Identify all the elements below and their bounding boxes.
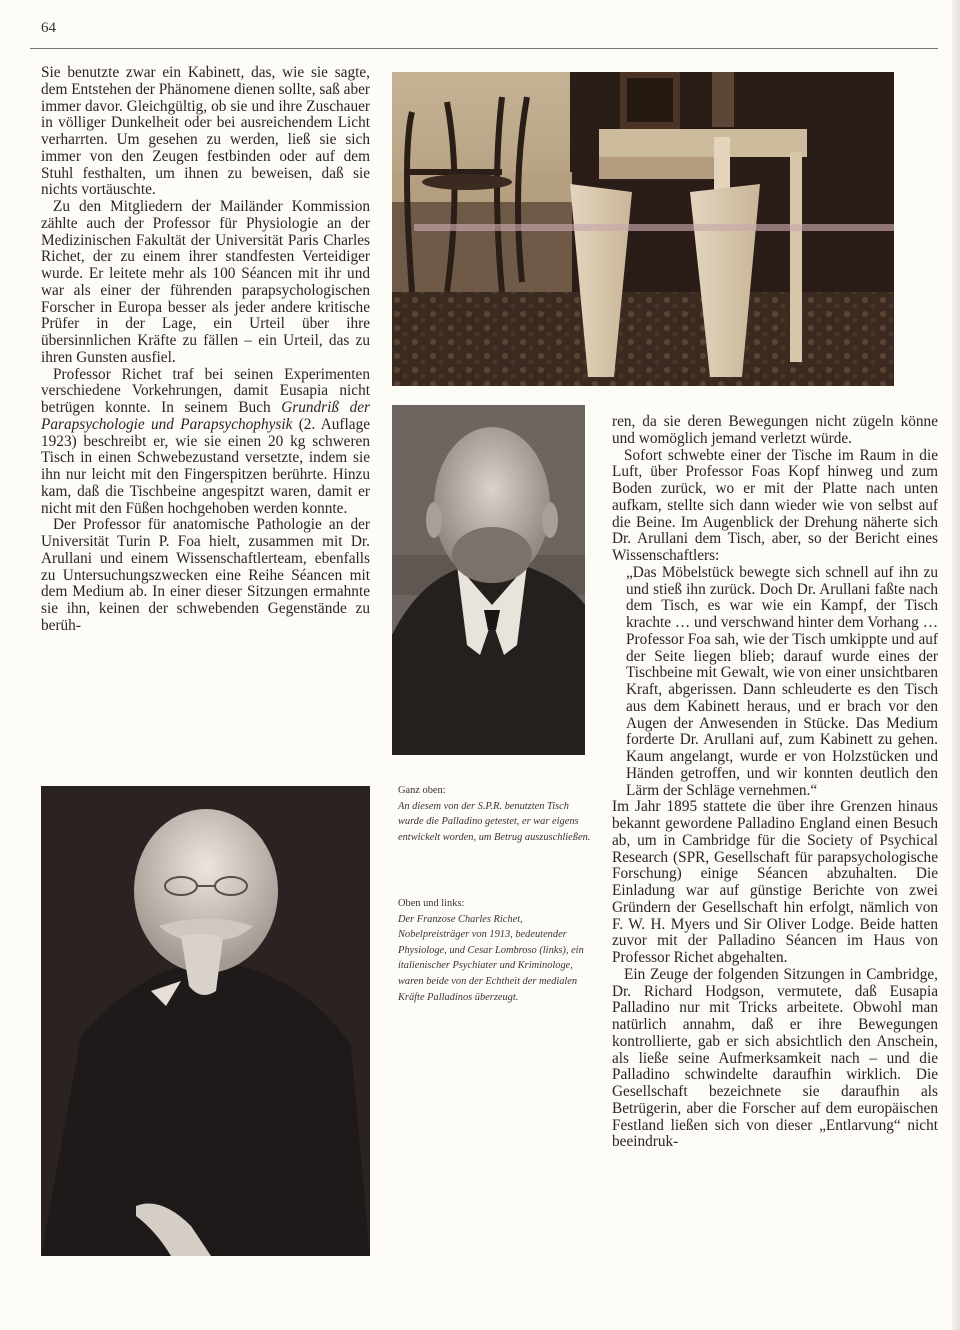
caption-portraits — [398, 896, 594, 1005]
paragraph — [41, 367, 370, 518]
caption-text: Der Franzose Charles Richet, Nobelpreisträger von 1913, bedeutender Physiologe, und Cesar Lombroso (links), ein italienischer Psychiater und Kriminologe, waren beide von der Echtheit der medialen Kräfte Palladinos überzeugt. — [398, 913, 584, 1003]
paragraph: Im Jahr 1895 stattete die über ihre Grenzen hinaus bekannt gewordene Palladino England einen Besuch ab, um in Cambridge für die Society of Psychical Research (SPR, Gesellschaft für parapsychologische Forschung) einige Séancen abzuhalten. Die Einladung war auf günstige Berichte von zwei Gründern der Gesellschaft hin erfolgt, nämlich von F. W. H. Myers und Sir Oliver Lodge. Beide hatten zuvor mit der Palladino Séancen im Haus von Professor Richet abgehalten. — [612, 798, 938, 966]
photo-seance-table — [392, 72, 894, 386]
caption-top-photo — [398, 783, 594, 845]
paragraph-text: (2. Auflage 1923) beschreibt er, wie sie einen 20 kg schweren Tisch in einen Schwebezustand versetzte, indem sie ihn nur leicht mit den Fingerspitzen berührte. Hinzu kam, daß die Tischbeine angespitzt waren, damit er nicht mit den Füßen hochgehoben werden konnte. — [41, 415, 371, 517]
left-text-column — [41, 65, 370, 635]
page-number: 64 — [41, 20, 56, 36]
paragraph: Sie benutzte zwar ein Kabinett, das, wie sie sagte, dem Entstehen der Phänomene dienen sollte, saß aber immer davor. Gleichgültig, ob sie und ihre Zuschauer in völliger Dunkelheit oder bei ausreichendem Licht verharrten. Um gesehen zu werden, ließ sie sich immer von den Zeugen festbinden oder auf dem Stuhl festhalten, um ihnen zu beweisen, daß sie nichts vortäuschte. — [41, 64, 370, 199]
caption-label: Oben und links: — [398, 898, 465, 909]
paragraph: Ein Zeuge der folgenden Sitzungen in Cambridge, Dr. Richard Hodgson, vermutete, daß Eusapia Palladino nur mit Tricks arbeitete. Obwohl man natürlich annahm, daß er ihre Bewegungen kontrollierte, gab er sich absichtlich den Anschein, als ließe seine Aufmerksamkeit nach – und die Palladino schwindelte daraufhin wirklich. Die Gesellschaft bezeichnete sie daraufhin als Betrügerin, aber die Forscher auf dem europäischen Festland ließen sich von dieser „Entlarvung“ nicht beeindruk- — [612, 965, 938, 1151]
paragraph: Sofort schwebte einer der Tische im Raum in die Luft, über Professor Foas Kopf hinweg und zum Boden zurück, wo er mit der Platte nach unten aufkam, stellte sich dann wieder wie von selbst auf die Beine. Im Augenblick der Drehung näherte sich Dr. Arullani dem Tisch, aber, so der Bericht eines Wissenschaftlers: — [612, 446, 938, 564]
page-edge-shadow — [952, 0, 960, 1330]
paragraph: ren, da sie deren Bewegungen nicht zügeln könne und womöglich jemand verletzt würde. — [612, 413, 938, 447]
caption-text: An diesem von der S.P.R. benutzten Tisch wurde die Palladino getestet, er war eigens entwickelt worden, um Betrug auszuschließen. — [398, 800, 591, 843]
paragraph: Der Professor für anatomische Pathologie an der Universität Turin P. Foa hielt, zusammen mit Dr. Arullani und einem Wissenschaftlerteam, ebenfalls zu Untersuchungszwecken eine Reihe Séancen mit dem Medium ab. In einer dieser Sitzungen ermahnte sie ihn, keinen der schwebenden Gegenstände zu berüh- — [41, 516, 370, 634]
caption-label: Ganz oben: — [398, 785, 446, 796]
book-title: Grundriß der Parapsychologie und Parapsychophysik — [41, 399, 370, 433]
photo-cesar-lombroso — [41, 786, 370, 1256]
block-quote: „Das Möbelstück bewegte sich schnell auf ihn zu und stieß ihn zurück. Doch Dr. Arullani faßte nach dem Tisch, es war wie ein Kampf, der Tisch krachte … und verschwand hinter dem Vorhang … Professor Foa sah, wie der Tisch umkippte und auf der Seite liegen blieb; darauf wurde eines der Tischbeine mit Gewalt, wie von einer unsichtbaren Kraft, abgerissen. Dann schleuderte es den Tisch aus dem Kabinett heraus, und er brach vor den Augen der Anwesenden in Stücke. Das Medium forderte Dr. Arullani auf, zum Kabinett zu gehen. Kaum angelangt, wurde er von Holzstücken und Händen getroffen, und wir konnten deutlich den Lärm der Schläge vernehmen.“ — [626, 563, 938, 799]
photo-charles-richet — [392, 405, 585, 755]
paragraph: Zu den Mitgliedern der Mailänder Kommission zählte auch der Professor für Physiologie an der Medizinischen Fakultät der Universität Paris Charles Richet, der zu einem ihrer standfesten Verteidiger wurde. Er leitete mehr als 100 Séancen mit ihr und war als einer der führenden parapsychologischen Forscher in Europa besser als jeder andere kritische Prüfer in der Lage, ein Urteil über ihre übersinnlichen Kräfte zu fällen – ein Urteil, das zu ihren Gunsten ausfiel. — [41, 198, 370, 366]
header-rule — [30, 48, 938, 49]
paragraph-text: Professor Richet traf bei seinen Experimenten verschiedene Vorkehrungen, damit Eusapia nicht betrügen konnte. In seinem Buch — [41, 365, 370, 416]
right-text-column — [612, 414, 938, 1151]
